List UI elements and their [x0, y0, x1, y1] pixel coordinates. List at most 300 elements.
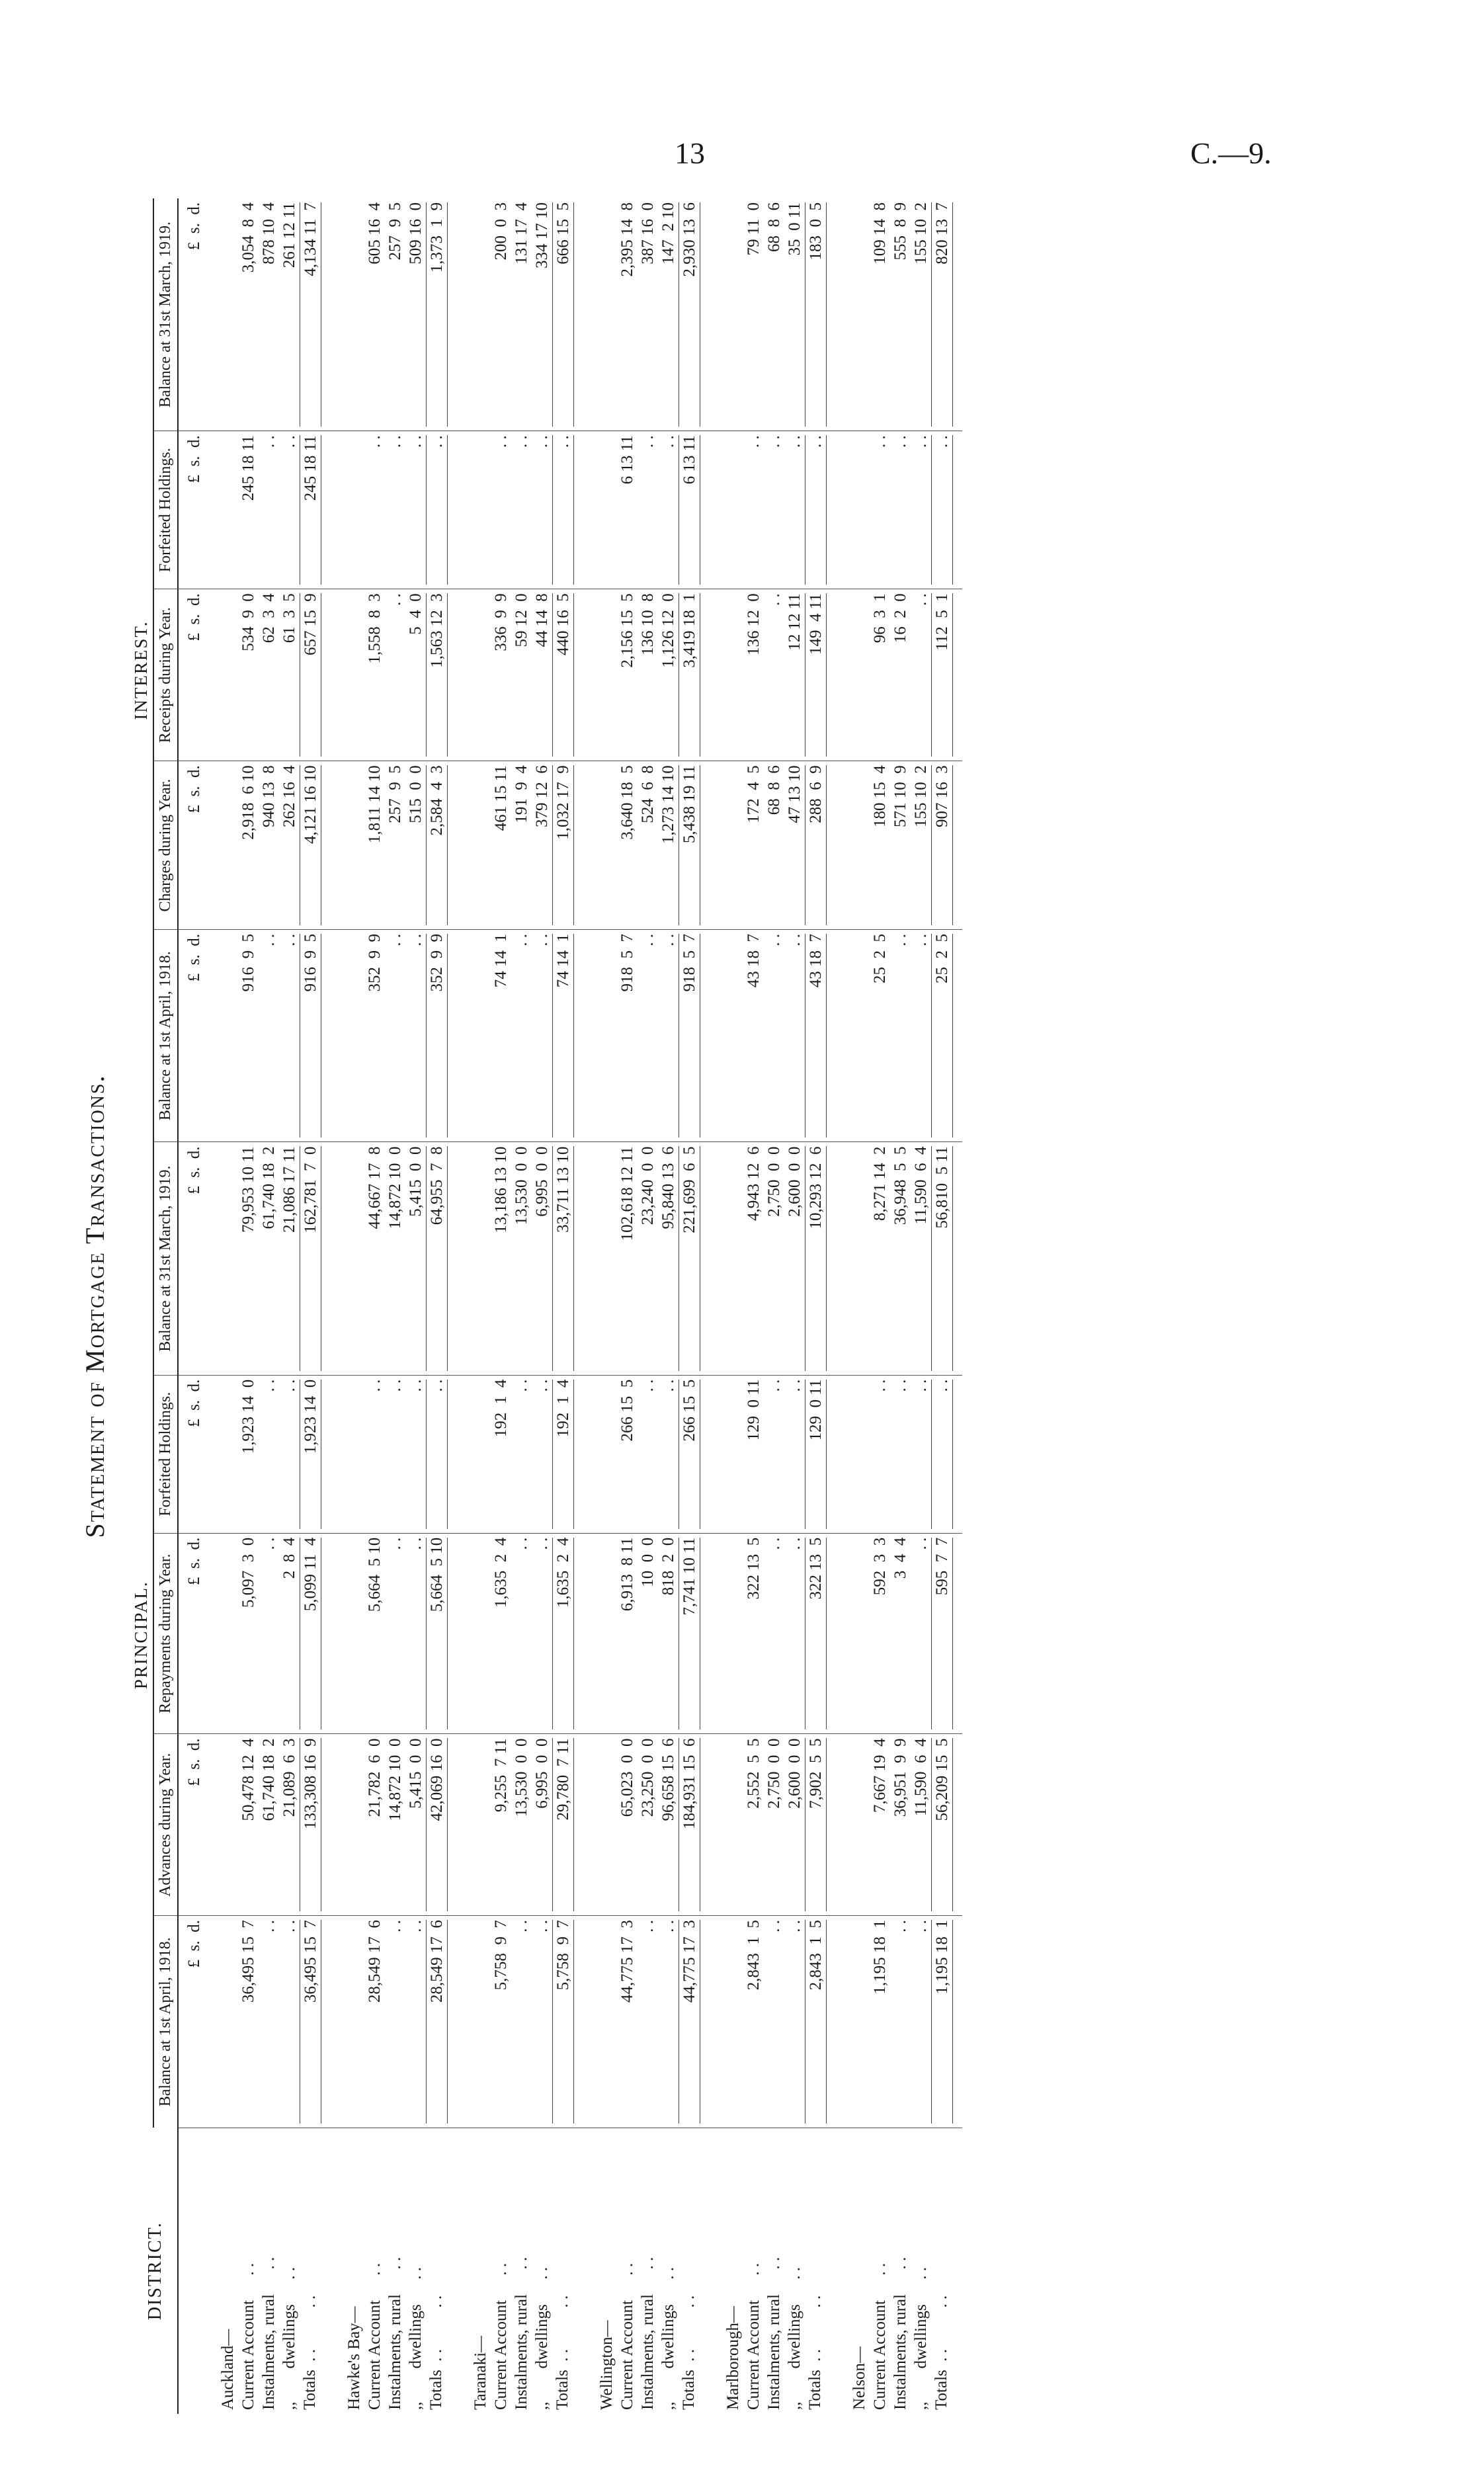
table-cell: . .: [764, 929, 784, 1142]
table-cell: 3,640 18 5: [617, 761, 638, 930]
row-label: Totals . . . .: [301, 2295, 319, 2410]
table-cell: 5,664 5 10: [364, 1533, 385, 1734]
table-cell: . .: [279, 1916, 300, 2128]
table-cell: [836, 1142, 870, 1375]
table-cell: [710, 929, 743, 1142]
table-cell: [331, 761, 364, 930]
total-value: 5,758 9 7: [552, 1920, 574, 2124]
table-cell: 96,658 15 6: [658, 1734, 679, 1916]
table-cell: . .: [890, 431, 911, 589]
table-cell: . .: [638, 1916, 658, 2128]
table-cell: [931, 761, 962, 930]
total-value: 36,495 15 7: [300, 1920, 321, 2124]
table-cell: [300, 198, 331, 431]
table-cell: 571 10 9: [890, 761, 911, 930]
total-value: 2,930 13 6: [679, 202, 700, 427]
table-cell: . .: [658, 1375, 679, 1533]
total-value: 1,195 18 1: [931, 1920, 953, 2124]
row-label: ,, dwellings . .: [786, 2267, 804, 2410]
table-cell: 6,913 8 11: [617, 1533, 638, 1734]
unit-row-label: [178, 2128, 204, 2415]
table-cell: 13,530 0 0: [511, 1734, 532, 1916]
table-cell: [710, 1533, 743, 1734]
table-cell: . .: [259, 1375, 279, 1533]
table-cell: [204, 1375, 238, 1533]
table-cell: [300, 1734, 331, 1916]
total-value: 10,293 12 6: [805, 1146, 827, 1370]
table-cell: . .: [385, 589, 405, 761]
table-cell: . .: [385, 1375, 405, 1533]
table-cell: [931, 1142, 962, 1375]
table-cell: [552, 431, 583, 589]
table-cell: 11,590 6 4: [911, 1734, 931, 1916]
table-cell: [204, 589, 238, 761]
table-cell: 3 4 4: [890, 1533, 911, 1734]
table-cell: [836, 761, 870, 930]
district-name: Hawke's Bay—: [345, 2306, 363, 2410]
table-cell: 916 9 5: [238, 929, 259, 1142]
interest-header: INTEREST.: [132, 198, 153, 1142]
table-cell: [710, 1734, 743, 1916]
table-cell: [426, 1142, 457, 1375]
total-value: 918 5 7: [679, 934, 700, 1138]
district-name: Marlborough—: [724, 2306, 742, 2410]
table-cell: 1,558 8 3: [364, 589, 385, 761]
table-cell: [679, 198, 710, 431]
total-value: 64,955 7 8: [426, 1146, 448, 1370]
row-label: Totals . . . .: [932, 2295, 950, 2410]
total-value: 7,741 10 11: [679, 1538, 700, 1730]
table-cell: [710, 431, 743, 589]
total-value: . .: [931, 1380, 953, 1529]
table-cell: 61,740 18 2: [259, 1142, 279, 1375]
table-cell: 35 0 11: [784, 198, 805, 431]
table-cell: [583, 1533, 617, 1734]
row-label: Instalments, rural . .: [513, 2256, 530, 2410]
table-cell: 16 2 0: [890, 589, 911, 761]
total-value: 4,121 16 10: [300, 765, 321, 925]
table-cell: . .: [279, 929, 300, 1142]
table-cell: [426, 1533, 457, 1734]
total-value: 1,032 17 9: [552, 765, 574, 925]
table-cell: [457, 1533, 491, 1734]
column-header: Balance at 31st March, 1919.: [153, 1142, 178, 1375]
table-cell: [805, 929, 836, 1142]
row-label: Current Account . .: [366, 2262, 384, 2410]
column-header: Charges during Year.: [153, 761, 178, 930]
table-cell: [331, 1142, 364, 1375]
table-row: [259, 198, 279, 2414]
table-cell: [300, 1375, 331, 1533]
row-label: Totals . . . .: [554, 2295, 571, 2410]
table-cell: [331, 1916, 364, 2128]
table-cell: [679, 1375, 710, 1533]
total-value: 1,923 14 0: [300, 1380, 321, 1529]
table-cell: [583, 431, 617, 589]
table-cell: [457, 1916, 491, 2128]
table-cell: 36,948 5 5: [890, 1142, 911, 1375]
column-header: Balance at 1st April, 1918.: [153, 929, 178, 1142]
total-value: . .: [426, 1380, 448, 1529]
total-value: 1,373 1 9: [426, 202, 448, 427]
table-cell: [836, 929, 870, 1142]
table-cell: [552, 589, 583, 761]
total-value: 666 15 5: [552, 202, 574, 427]
table-cell: 74 14 1: [491, 929, 511, 1142]
district-name: Taranaki—: [472, 2335, 489, 2410]
table-cell: 172 4 5: [743, 761, 764, 930]
table-cell: [679, 589, 710, 761]
column-header: Balance at 1st April, 1918.: [153, 1916, 178, 2128]
table-row: [870, 198, 890, 2414]
table-cell: 200 0 3: [491, 198, 511, 431]
table-cell: 6 13 11: [617, 431, 638, 589]
table-cell: . .: [890, 1375, 911, 1533]
table-cell: 131 17 4: [511, 198, 532, 431]
table-cell: . .: [743, 431, 764, 589]
column-header: Advances during Year.: [153, 1734, 178, 1916]
table-cell: [805, 1533, 836, 1734]
table-cell: [583, 1916, 617, 2128]
table-cell: [836, 198, 870, 431]
table-cell: 1,811 14 10: [364, 761, 385, 930]
table-cell: . .: [259, 1916, 279, 2128]
table-cell: [836, 589, 870, 761]
mortgage-transactions-table: [132, 198, 962, 2414]
table-cell: [805, 589, 836, 761]
table-cell: 534 9 0: [238, 589, 259, 761]
total-value: 183 0 5: [805, 202, 827, 427]
table-cell: 14,872 10 0: [385, 1734, 405, 1916]
table-cell: 65,023 0 0: [617, 1734, 638, 1916]
table-cell: . .: [638, 431, 658, 589]
unit-label: £ s. d.: [178, 1533, 204, 1734]
table-cell: . .: [364, 1375, 385, 1533]
district-row: [710, 198, 743, 2414]
table-cell: [426, 929, 457, 1142]
table-cell: [805, 431, 836, 589]
district-row: [204, 198, 238, 2414]
table-cell: 11,590 6 4: [911, 1142, 931, 1375]
table-cell: 43 18 7: [743, 929, 764, 1142]
table-cell: [805, 1916, 836, 2128]
total-value: 74 14 1: [552, 934, 574, 1138]
unit-label: £ s. d.: [178, 1142, 204, 1375]
table-cell: [710, 1142, 743, 1375]
table-cell: . .: [532, 929, 552, 1142]
table-cell: 68 8 6: [764, 198, 784, 431]
table-cell: 23,240 0 0: [638, 1142, 658, 1375]
table-cell: . .: [532, 1375, 552, 1533]
table-cell: . .: [784, 929, 805, 1142]
table-cell: [583, 1375, 617, 1533]
unit-label: £ s. d.: [178, 589, 204, 761]
table-cell: . .: [364, 431, 385, 589]
table-cell: . .: [911, 1375, 931, 1533]
table-cell: [679, 1142, 710, 1375]
table-cell: 245 18 11: [238, 431, 259, 589]
table-cell: 1,923 14 0: [238, 1375, 259, 1533]
table-cell: [204, 431, 238, 589]
table-cell: . .: [511, 1375, 532, 1533]
table-cell: [300, 761, 331, 930]
total-value: . .: [931, 435, 953, 585]
total-value: 129 0 11: [805, 1380, 827, 1529]
table-cell: [931, 198, 962, 431]
table-row: [364, 198, 385, 2414]
table-cell: 515 0 0: [405, 761, 426, 930]
table-cell: 524 6 8: [638, 761, 658, 930]
table-cell: [457, 431, 491, 589]
table-cell: [836, 1734, 870, 1916]
table-cell: [331, 431, 364, 589]
table-cell: [679, 761, 710, 930]
table-cell: . .: [638, 929, 658, 1142]
table-row: [238, 198, 259, 2414]
table-cell: [204, 1916, 238, 2128]
table-cell: . .: [259, 929, 279, 1142]
table-cell: 918 5 7: [617, 929, 638, 1142]
row-label: ,, dwellings . .: [912, 2267, 930, 2410]
table-cell: 155 10 2: [911, 198, 931, 431]
table-cell: [679, 1533, 710, 1734]
table-cell: [836, 431, 870, 589]
table-cell: . .: [511, 1916, 532, 2128]
table-cell: [204, 1533, 238, 1734]
table-cell: 1,195 18 1: [870, 1916, 890, 2128]
table-cell: [552, 1375, 583, 1533]
total-value: 7,902 5 5: [805, 1738, 827, 1911]
table-cell: [204, 1142, 238, 1375]
principal-header: PRINCIPAL.: [132, 1142, 153, 2128]
total-value: 288 6 9: [805, 765, 827, 925]
table-cell: 96 3 1: [870, 589, 890, 761]
table-cell: 12 12 11: [784, 589, 805, 761]
table-cell: [583, 1734, 617, 1916]
table-cell: 102,618 12 11: [617, 1142, 638, 1375]
table-cell: [426, 589, 457, 761]
table-cell: 605 16 4: [364, 198, 385, 431]
total-value: 352 9 9: [426, 934, 448, 1138]
table-cell: 257 9 5: [385, 198, 405, 431]
total-value: . .: [805, 435, 827, 585]
table-cell: 2 8 4: [279, 1533, 300, 1734]
table-cell: 322 13 5: [743, 1533, 764, 1734]
table-cell: 5,097 3 0: [238, 1533, 259, 1734]
total-value: 5,438 19 11: [679, 765, 700, 925]
table-cell: 940 13 8: [259, 761, 279, 930]
totals-row: [679, 198, 710, 2414]
table-cell: 336 9 9: [491, 589, 511, 761]
total-value: 56,810 5 11: [931, 1146, 953, 1370]
table-cell: [300, 1916, 331, 2128]
table-cell: 44,775 17 3: [617, 1916, 638, 2128]
table-cell: 25 2 5: [870, 929, 890, 1142]
row-label: Current Account . .: [239, 2262, 257, 2410]
table-cell: [679, 929, 710, 1142]
table-cell: . .: [784, 1375, 805, 1533]
table-cell: . .: [491, 431, 511, 589]
table-cell: . .: [784, 1533, 805, 1734]
column-header: Forfeited Holdings.: [153, 431, 178, 589]
total-value: 5,099 11 4: [300, 1538, 321, 1730]
table-cell: 555 8 9: [890, 198, 911, 431]
table-cell: 4,943 12 6: [743, 1142, 764, 1375]
row-label: Totals . . . .: [427, 2295, 445, 2410]
table-cell: 7,667 19 4: [870, 1734, 890, 1916]
table-row: [638, 198, 658, 2414]
table-cell: . .: [764, 1375, 784, 1533]
total-value: 25 2 5: [931, 934, 953, 1138]
table-cell: 109 14 8: [870, 198, 890, 431]
table-cell: [931, 1533, 962, 1734]
total-value: 133,308 16 9: [300, 1738, 321, 1911]
table-cell: [331, 198, 364, 431]
total-value: 43 18 7: [805, 934, 827, 1138]
table-cell: 6,995 0 0: [532, 1734, 552, 1916]
table-cell: 8,271 14 2: [870, 1142, 890, 1375]
total-value: 1,635 2 4: [552, 1538, 574, 1730]
table-row: [743, 198, 764, 2414]
table-cell: . .: [764, 431, 784, 589]
table-cell: 13,186 13 10: [491, 1142, 511, 1375]
table-cell: 1,635 2 4: [491, 1533, 511, 1734]
total-value: 595 7 7: [931, 1538, 953, 1730]
table-cell: [457, 589, 491, 761]
table-row: [764, 198, 784, 2414]
table-cell: . .: [911, 431, 931, 589]
table-cell: [679, 431, 710, 589]
row-label: ,, dwellings . .: [659, 2267, 677, 2410]
table-row: [890, 198, 911, 2414]
table-cell: 36,951 9 9: [890, 1734, 911, 1916]
table-cell: 21,086 17 11: [279, 1142, 300, 1375]
table-cell: [457, 1142, 491, 1375]
document-reference: C.—9.: [1190, 136, 1272, 170]
table-cell: 2,600 0 0: [784, 1734, 805, 1916]
table-cell: [331, 1375, 364, 1533]
table-cell: [426, 1916, 457, 2128]
table-cell: 878 10 4: [259, 198, 279, 431]
table-row: [784, 198, 805, 2414]
table-cell: 136 10 8: [638, 589, 658, 761]
total-value: 149 4 11: [805, 593, 827, 757]
total-value: 657 15 9: [300, 593, 321, 757]
table-row: [617, 198, 638, 2414]
total-value: 6 13 11: [679, 435, 700, 585]
table-cell: 2,750 0 0: [764, 1734, 784, 1916]
table-cell: 334 17 10: [532, 198, 552, 431]
total-value: 162,781 7 0: [300, 1146, 321, 1370]
total-value: . .: [552, 435, 574, 585]
district-row: [457, 198, 491, 2414]
table-cell: 129 0 11: [743, 1375, 764, 1533]
table-cell: 21,782 6 0: [364, 1734, 385, 1916]
table-cell: . .: [658, 1916, 679, 2128]
table-cell: [583, 1142, 617, 1375]
rotated-table-page: [79, 198, 1204, 2414]
table-cell: [710, 589, 743, 761]
total-value: 266 15 5: [679, 1380, 700, 1529]
table-cell: 192 1 4: [491, 1375, 511, 1533]
total-value: 29,780 7 11: [552, 1738, 574, 1911]
table-cell: [300, 589, 331, 761]
total-value: 916 9 5: [300, 934, 321, 1138]
table-cell: [679, 1734, 710, 1916]
row-label: Instalments, rural . .: [386, 2256, 404, 2410]
table-cell: 5 4 0: [405, 589, 426, 761]
row-label: ,, dwellings . .: [280, 2267, 298, 2410]
table-cell: 2,600 0 0: [784, 1142, 805, 1375]
district-row: [583, 198, 617, 2414]
unit-label: £ s. d.: [178, 1916, 204, 2128]
table-cell: 180 15 4: [870, 761, 890, 930]
table-cell: [931, 1734, 962, 1916]
table-cell: [300, 1142, 331, 1375]
total-value: 44,775 17 3: [679, 1920, 700, 2124]
table-cell: [552, 1142, 583, 1375]
table-cell: . .: [784, 1916, 805, 2128]
unit-label: £ s. d.: [178, 761, 204, 930]
table-cell: [836, 1375, 870, 1533]
table-cell: 379 12 6: [532, 761, 552, 930]
table-cell: [552, 1916, 583, 2128]
district-row: [331, 198, 364, 2414]
unit-label: £ s. d.: [178, 1734, 204, 1916]
table-cell: 5,758 9 7: [491, 1916, 511, 2128]
total-value: . .: [426, 435, 448, 585]
table-cell: 50,478 12 4: [238, 1734, 259, 1916]
table-cell: [710, 1916, 743, 2128]
total-value: 4,134 11 7: [300, 202, 321, 427]
table-cell: 2,843 1 5: [743, 1916, 764, 2128]
table-row: [279, 198, 300, 2414]
total-value: 184,931 15 6: [679, 1738, 700, 1911]
table-cell: [583, 761, 617, 930]
row-label: Totals . . . .: [680, 2295, 698, 2410]
row-label: Current Account . .: [492, 2262, 510, 2410]
row-label: Instalments, rural . .: [639, 2256, 657, 2410]
totals-row: [552, 198, 583, 2414]
table-cell: [836, 1916, 870, 2128]
table-cell: [710, 761, 743, 930]
total-value: 3,419 18 1: [679, 593, 700, 757]
table-cell: [552, 929, 583, 1142]
table-cell: [931, 929, 962, 1142]
table-row: [532, 198, 552, 2414]
table-cell: 61 3 5: [279, 589, 300, 761]
total-value: 245 18 11: [300, 435, 321, 585]
table-row: [405, 198, 426, 2414]
table-row: [385, 198, 405, 2414]
table-cell: [300, 431, 331, 589]
table-cell: [552, 761, 583, 930]
table-cell: 44 14 8: [532, 589, 552, 761]
table-cell: [331, 1533, 364, 1734]
column-header: Balance at 31st March, 1919.: [153, 198, 178, 431]
table-cell: [331, 1734, 364, 1916]
table-cell: [204, 1734, 238, 1916]
table-cell: [679, 1916, 710, 2128]
total-value: 42,069 16 0: [426, 1738, 448, 1911]
table-cell: 44,667 17 8: [364, 1142, 385, 1375]
table-cell: . .: [870, 431, 890, 589]
table-cell: 21,089 6 3: [279, 1734, 300, 1916]
table-cell: 136 12 0: [743, 589, 764, 761]
table-cell: [331, 589, 364, 761]
table-cell: 2,918 6 10: [238, 761, 259, 930]
table-cell: 3,054 8 4: [238, 198, 259, 431]
